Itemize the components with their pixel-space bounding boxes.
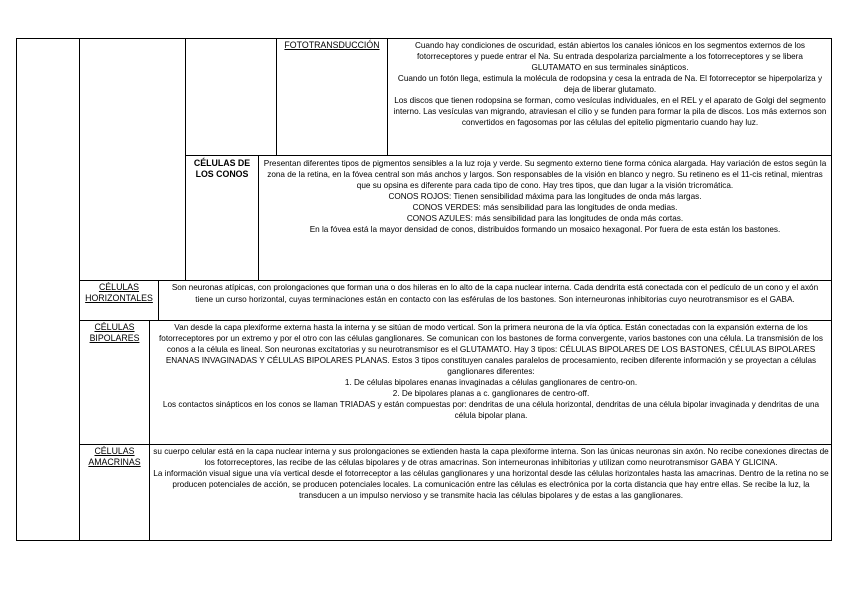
amacrinas-heading-line2: AMACRINAS bbox=[88, 457, 141, 467]
conos-heading-line2: LOS CONOS bbox=[195, 169, 249, 179]
column-border-7 bbox=[149, 320, 150, 444]
amacrinas-heading bbox=[80, 446, 149, 468]
row-border-bipolares bbox=[79, 320, 832, 321]
table-border-right bbox=[831, 38, 832, 540]
row-border-amacrinas bbox=[79, 444, 832, 445]
bipolares-list-item-1: 1. De células bipolares enanas invaginadas a células ganglionares de centro-on. bbox=[344, 378, 638, 387]
row-border-bottom bbox=[16, 540, 832, 541]
bipolares-text-block bbox=[152, 322, 830, 421]
amacrinas-heading-line1: CÉLULAS bbox=[94, 446, 135, 456]
bipolares-heading-line1: CÉLULAS bbox=[94, 322, 135, 332]
conos-heading-line1: CÉLULAS DE bbox=[193, 158, 251, 168]
horizontales-heading-line1: CÉLULAS bbox=[98, 282, 140, 292]
row-border-horizontales bbox=[79, 280, 832, 281]
horizontales-text: Son neuronas atípicas, con prolongaciones que forman una o dos hileras en lo alto de la capa nuclear interna. Cada dendrita está conectada con el pedículo de un cono y el axón tiene un curso horizontal, cuyas terminaciones están en contacto con las esférulas de los bastones. Son interneuronas inhibitorias cuyo neurotransmisor es el GABA. bbox=[171, 283, 819, 304]
bipolares-text: Van desde la capa plexiforme externa hasta la interna y se sitúan de modo vertical. Son la primera neurona de la vía óptica. Están conectadas con la expansión externa de los fotorreceptores por un extremo y por el otro con las células ganglionares. Se comunican con los bastones de forma convergente, varios bastones con una célula. La transmisión de los conos a la célula es lineal. Son neuronas excitatorias y su neurotransmisor es el GLUTAMATO. Hay 3 tipos: CÉLULAS BIPOLARES DE LOS BASTONES, CÉLULAS BIPOLARES ENANAS INVAGINADAS Y CÉLULAS BIPOLARES PLANAS. Estos 3 tipos constituyen canales paralelos de procesamiento, reciben diferente información y se proyectan a células ganglionares diferentes: bbox=[158, 323, 823, 376]
bipolares-tail: Los contactos sinápticos en los conos se llaman TRIADAS y están compuestas por: dendritas de una célula horizontal, dendritas de una célula bipolar invaginada y dendritas de una célula bipolar plana. bbox=[162, 400, 820, 420]
horizontales-heading-line2: HORIZONTALES bbox=[85, 293, 153, 303]
column-border-6 bbox=[158, 280, 159, 320]
row-border-conos bbox=[185, 155, 832, 156]
table-border-left bbox=[16, 38, 17, 540]
column-border-3 bbox=[276, 38, 277, 155]
fototransduccion-heading: FOTOTRANSDUCCIÓN bbox=[284, 40, 380, 50]
column-border-8 bbox=[149, 444, 150, 540]
conos-text: Presentan diferentes tipos de pigmentos sensibles a la luz roja y verde. Su segmento externo tiene forma cónica alargada. Hay variación de estos según la zona de la retina, en la fóvea central son más anchos y largos. Son responsables de la visión en blanco y negro. Su retineno es el 11-cis retinal, mientras que su opsina es diferente para cada tipo de cono. Hay tres tipos, que dan lugar a la visión tricromática. CONOS ROJOS: Tienen sensibilidad máxima para las longitudes de onda más largas. CONOS VERDES: más sensibilidad para las longitudes de onda medias. CONOS AZULES: más sensibilidad para las longitudes de onda más cortas. En la fóvea está la mayor densidad de conos, distribuidos formando un mosaico hexagonal. Por fuera de esta están los bastones. bbox=[263, 159, 827, 234]
bipolares-heading bbox=[80, 322, 149, 344]
column-border-5 bbox=[258, 155, 259, 280]
horizontales-heading bbox=[80, 282, 158, 304]
conos-heading bbox=[186, 158, 258, 180]
bipolares-list-item-2: 2. De bipolares planas a c. ganglionares de centro-off. bbox=[392, 389, 590, 398]
column-border-4 bbox=[387, 38, 388, 155]
row-border-top bbox=[16, 38, 832, 39]
fototransduccion-text: Cuando hay condiciones de oscuridad, están abiertos los canales iónicos en los segmentos externos de los fotorreceptores y puede entrar el Na. Su entrada despolariza parcialmente a los fotorreceptores y se libera GLUTAMATO en sus terminales sinápticos. Cuando un fotón llega, estimula la molécula de rodopsina y cesa la entrada de Na. El fotorreceptor se hiperpolariza y deja de liberar glutamato. Los discos que tienen rodopsina se forman, como vesículas individuales, en el REL y el aparato de Golgi del segmento interno. Las vesículas van migrando, atraviesan el cilio y se funden para formar la pila de discos. Los más externos son convertidos en fagosomas por las células del epitelio pigmentario cuando hay luz. bbox=[393, 41, 827, 127]
amacrinas-text: su cuerpo celular está en la capa nuclear interna y sus prolongaciones se extienden hasta la capa plexiforme interna. Son las únicas neuronas sin axón. No recibe conexiones directas de los fotorreceptores, las recibe de las células bipolares y de otras amacrinas. Son interneuronas inhibitorias y utilizan como neurotransmisor GABA Y GLICINA. La información visual sigue una vía vertical desde el fotorreceptor a las células ganglionares y una horizontal desde las células horizontales hasta las amacrinas. Dentro de la retina no se producen potenciales de acción, se producen potenciales locales. La comunicación entre las células es electrónica por la corta distancia que hay entre ellas. Se recibe la luz, la transducen a un impulso nervioso y se transmite hacia las células bipolares y de estas a las ganglionares. bbox=[153, 447, 829, 500]
bipolares-heading-line2: BIPOLARES bbox=[89, 333, 140, 343]
